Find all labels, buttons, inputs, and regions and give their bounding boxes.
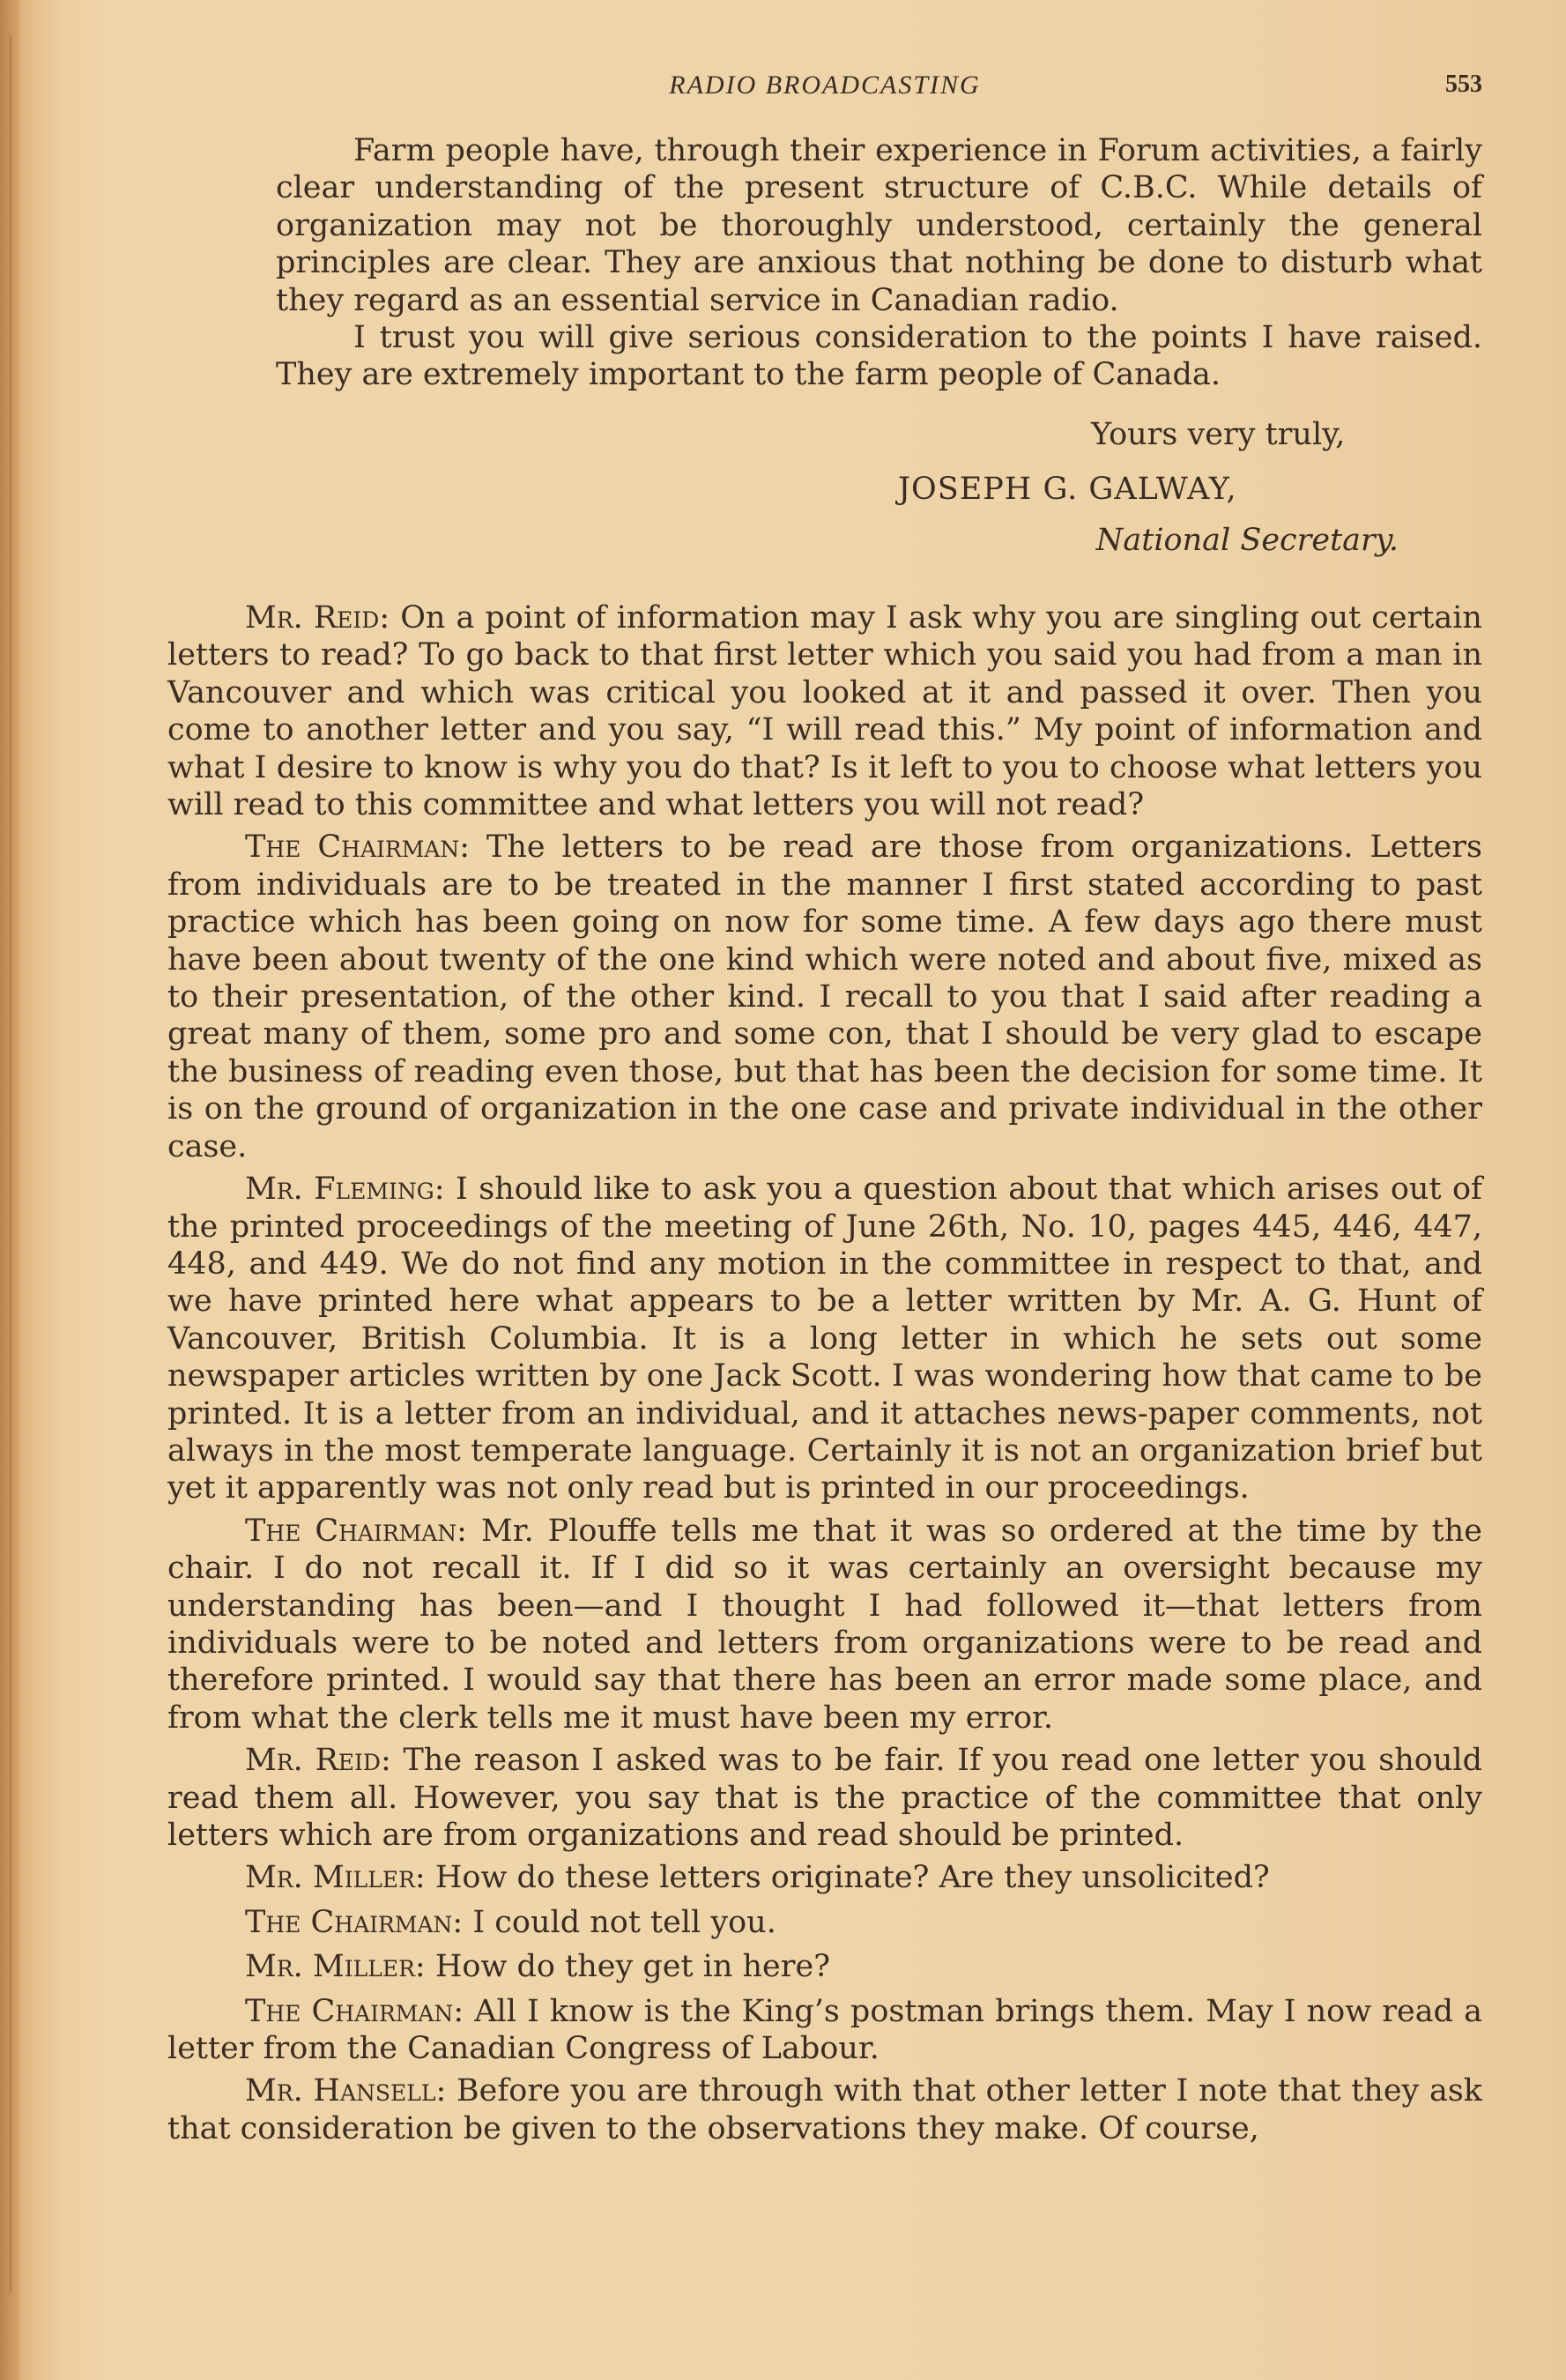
speech-paragraph xyxy=(167,1742,1482,1854)
speech-paragraph xyxy=(167,1948,1482,1985)
speech-text: How do these letters originate? Are they unsolicited? xyxy=(434,1860,1270,1896)
speech-text: The reason I asked was to be fair. If you read one letter you should read them all. However, you say that is the practice of the committee that only letters which are from organizations and read should be printed. xyxy=(167,1743,1482,1853)
letter-closing xyxy=(276,417,1482,576)
speech-text: The letters to be read are those from organizations. Letters from individuals are to be treated in the manner I first stated according to past practice which has been going on now for some time. A few days ago there must have been about twenty of the one kind which were noted and about five, mixed as to their presentation, of the other kind. I recall to you that I said after reading a great many of them, some pro and some con, that I should be very glad to escape the business of reading even those, but that has been the decision for some time. It is on the ground of organization in the one case and private individual in the other case. xyxy=(167,829,1482,1164)
proceedings-transcript xyxy=(167,599,1482,2153)
letter-paragraph: Farm people have, through their experience in Forum activities, a fairly clear understanding of the present structure of C.B.C. While details of organization may not be thoroughly understood, certainly the general principles are clear. They are anxious that nothing be done to disturb what they regard as an essential service in Canadian radio. xyxy=(276,133,1482,318)
speech-text: I should like to ask you a question about that which arises out of the printed proceedings of the meeting of June 26th, No. 10, pages 445, 446, 447, 448, and 449. We do not find any motion in the committee in respect to that, and we have printed here what appears to be a letter written by Mr. A. G. Hunt of Vancouver, British Columbia. It is a long letter in which he sets out some newspaper articles written by one Jack Scott. I was wondering how that came to be printed. It is a letter from an individual, and it attaches news-paper comments, not always in the most temperate language. Certainly it is not an organization brief but yet it apparently was not only read but is printed in our proceedings. xyxy=(167,1171,1482,1506)
speech-paragraph xyxy=(167,829,1482,1165)
speech-text: I could not tell you. xyxy=(472,1904,776,1940)
letter-paragraph: I trust you will give serious consideration to the points I have raised. They are extremely important to the farm people of Canada. xyxy=(276,320,1482,393)
speaker-name: Mr. Miller: xyxy=(245,1860,426,1896)
signer-title: National Secretary. xyxy=(1095,522,1399,558)
speech-paragraph xyxy=(167,1171,1482,1507)
signer-name: JOSEPH G. GALWAY, xyxy=(898,471,1237,507)
speech-text: All I know is the King’s postman brings them. May I now read a letter from the Canadian Congress of Labour. xyxy=(167,1993,1482,2067)
speaker-name: Mr. Hansell: xyxy=(245,2073,447,2109)
running-head: RADIO BROADCASTING xyxy=(669,71,981,100)
speech-text: Mr. Plouffe tells me that it was so ordered at the time by the chair. I do not recall it. If I did so it was certainly an oversight because my understanding has been—and I thought I had followed it—that letters from individuals were to be noted and letters from organizations were to be read and therefore printed. I would say that there has been an error made some place, and from what the clerk tells me it must have been my error. xyxy=(167,1513,1482,1736)
valediction: Yours very truly, xyxy=(1091,416,1346,452)
speaker-name: Mr. Fleming: xyxy=(245,1171,445,1208)
speech-paragraph xyxy=(167,1513,1482,1737)
quoted-letter xyxy=(276,132,1482,576)
speech-paragraph xyxy=(167,1859,1482,1896)
speaker-name: Mr. Reid: xyxy=(245,1743,391,1779)
speaker-name: The Chairman: xyxy=(245,1513,467,1549)
speaker-name: The Chairman: xyxy=(245,829,471,866)
speaker-name: The Chairman: xyxy=(245,1904,464,1940)
speech-paragraph xyxy=(167,2072,1482,2147)
speech-paragraph xyxy=(167,1904,1482,1941)
binding-line xyxy=(10,35,11,2292)
page-header xyxy=(167,71,1482,113)
speech-paragraph xyxy=(167,1993,1482,2068)
page-number: 553 xyxy=(1445,71,1482,98)
speech-text: Before you are through with that other letter I note that they ask that consideration be given to the observations they make. Of course, xyxy=(167,2073,1482,2146)
speech-text: On a point of information may I ask why you are singling out certain letters to read? To go back to that first letter which you said you had from a man in Vancouver and which was critical you looked at it and passed it over. Then you come to another letter and you say, “I will read this.” My point of information and what I desire to know is why you do that? Is it left to you to choose what letters you will read to this committee and what letters you will not read? xyxy=(167,600,1482,823)
speech-paragraph xyxy=(167,599,1482,823)
speaker-name: Mr. Reid: xyxy=(245,600,390,636)
speaker-name: Mr. Miller: xyxy=(245,1949,426,1985)
speech-text: How do they get in here? xyxy=(434,1949,830,1985)
speaker-name: The Chairman: xyxy=(245,1993,464,2029)
